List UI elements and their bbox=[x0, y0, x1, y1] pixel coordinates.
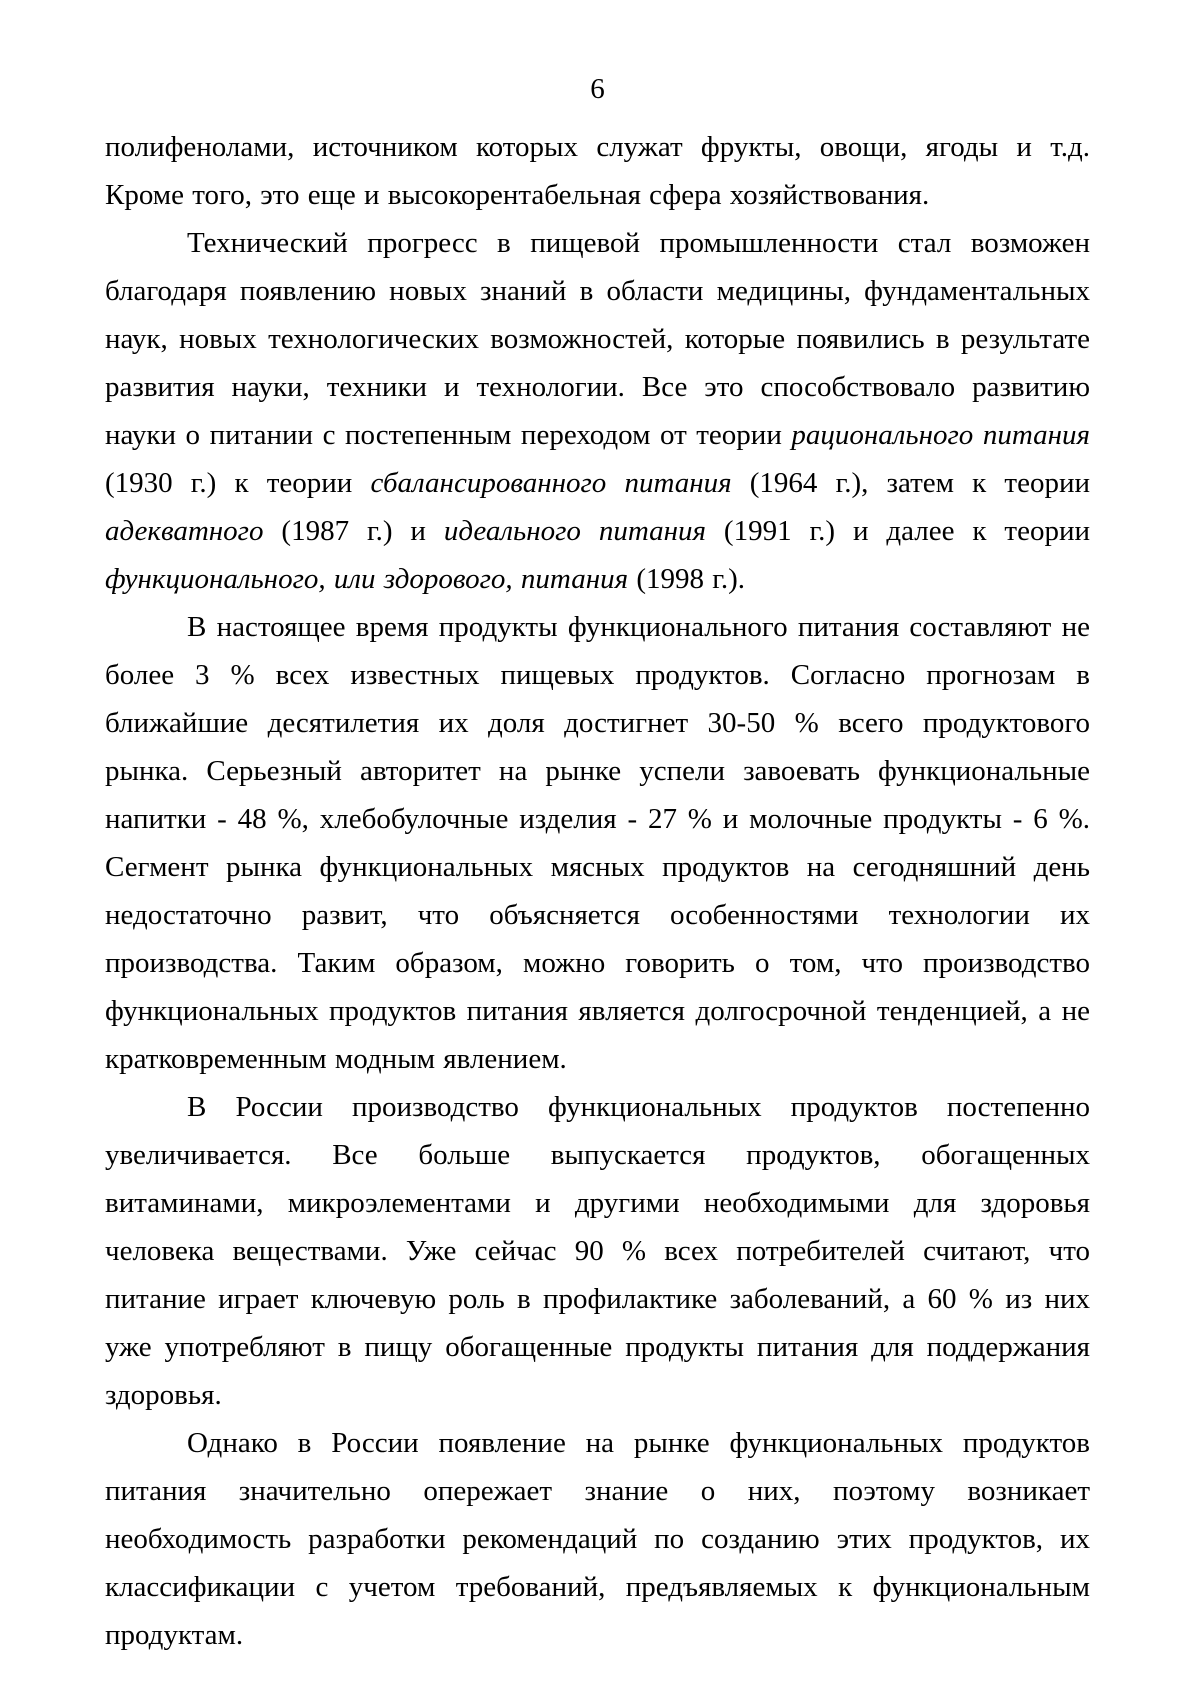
paragraph bbox=[105, 1419, 1090, 1659]
text-run: Однако в России появление на рынке функциональных продуктов питания значительно опережает знание о них, поэтому возникает необходимость разработки рекомендаций по созданию этих продуктов, их классификации с учетом требований, предъявляемых к функциональным продуктам. bbox=[105, 1427, 1090, 1651]
paragraph bbox=[105, 123, 1090, 219]
text-run: полифенолами, источником которых служат фрукты, овощи, ягоды и т.д. Кроме того, это еще и высокорентабельная сфера хозяйствования. bbox=[105, 131, 1090, 211]
italic-text-run: идеального питания bbox=[443, 515, 707, 547]
text-run: (1930 г.) к теории bbox=[105, 467, 371, 499]
italic-text-run: рационального питания bbox=[791, 419, 1090, 451]
italic-text-run: адекватного bbox=[105, 515, 264, 547]
paragraph bbox=[105, 603, 1090, 1083]
text-run: В России производство функциональных продуктов постепенно увеличивается. Все больше выпускается продуктов, обогащенных витаминами, микроэлементами и другими необходимыми для здоровья человека веществами. Уже сейчас 90 % всех потребителей считают, что питание играет ключевую роль в профилактике заболеваний, а 60 % из них уже употребляют в пищу обогащенные продукты питания для поддержания здоровья. bbox=[105, 1091, 1090, 1411]
page-number: 6 bbox=[590, 73, 605, 105]
text-run: (1998 г.). bbox=[628, 563, 746, 595]
text-run: (1987 г.) и bbox=[263, 515, 444, 547]
text-run: В настоящее время продукты функционального питания составляют не более 3 % всех известных пищевых продуктов. Согласно прогнозам в ближайшие десятилетия их доля достигнет 30-50 % всего продуктового рынка. Серьезный авторитет на рынке успели завоевать функциональные напитки - 48 %, хлебобулочные изделия - 27 % и молочные продукты - 6 %. Сегмент рынка функциональных мясных продуктов на сегодняшний день недостаточно развит, что объясняется особенностями технологии их производства. Таким образом, можно говорить о том, что производство функциональных продуктов питания является долгосрочной тенденцией, а не кратковременным модным явлением. bbox=[105, 611, 1090, 1075]
paragraph bbox=[105, 1083, 1090, 1419]
italic-text-run: сбалансированного питания bbox=[370, 467, 732, 499]
text-run: (1964 г.), затем к теории bbox=[731, 467, 1090, 499]
italic-text-run: функционального, или здорового, питания bbox=[105, 563, 629, 595]
paragraph bbox=[105, 219, 1090, 603]
text-run: Технический прогресс в пищевой промышленности стал возможен благодаря появлению новых знаний в области медицины, фундаментальных наук, новых технологических возможностей, которые появились в результате развития науки, техники и технологии. Все это способствовало развитию науки о питании с постепенным переходом от теории bbox=[105, 227, 1090, 451]
text-run: (1991 г.) и далее к теории bbox=[706, 515, 1090, 547]
document-body bbox=[105, 123, 1090, 1659]
